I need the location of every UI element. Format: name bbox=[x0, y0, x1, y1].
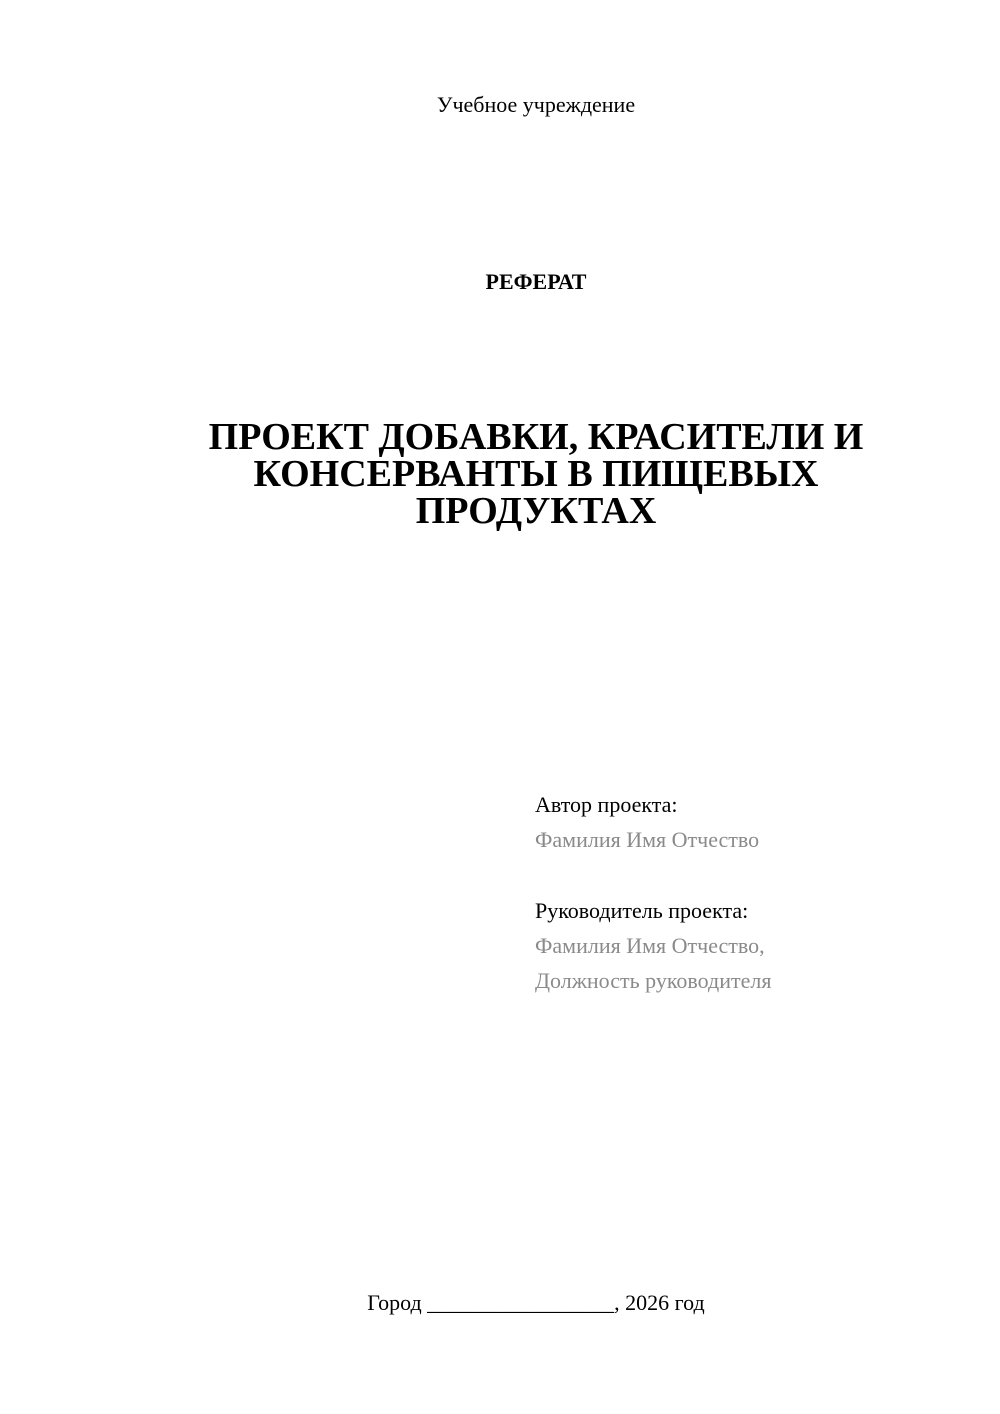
supervisor-label: Руководитель проекта: bbox=[535, 898, 749, 923]
spacer bbox=[535, 857, 975, 893]
author-name: Фамилия Имя Отчество bbox=[535, 827, 760, 852]
supervisor-name: Фамилия Имя Отчество, bbox=[535, 933, 765, 958]
year-text: , 2026 год bbox=[614, 1290, 705, 1315]
title-line-2: КОНСЕРВАНТЫ В ПИЩЕВЫХ bbox=[253, 453, 819, 495]
signature-block bbox=[535, 787, 975, 998]
document-type: РЕФЕРАТ bbox=[485, 269, 587, 294]
city-year-line bbox=[0, 1288, 1000, 1318]
city-blank: _________________ bbox=[427, 1290, 615, 1315]
city-label: Город bbox=[367, 1290, 422, 1315]
supervisor-position: Должность руководителя bbox=[535, 968, 772, 993]
document-title bbox=[160, 416, 912, 532]
institution-name: Учебное учреждение bbox=[436, 92, 636, 117]
title-line-3: ПРОДУКТАХ bbox=[415, 490, 657, 532]
title-line-1: ПРОЕКТ ДОБАВКИ, КРАСИТЕЛИ И bbox=[208, 416, 864, 458]
author-label: Автор проекта: bbox=[535, 792, 678, 817]
